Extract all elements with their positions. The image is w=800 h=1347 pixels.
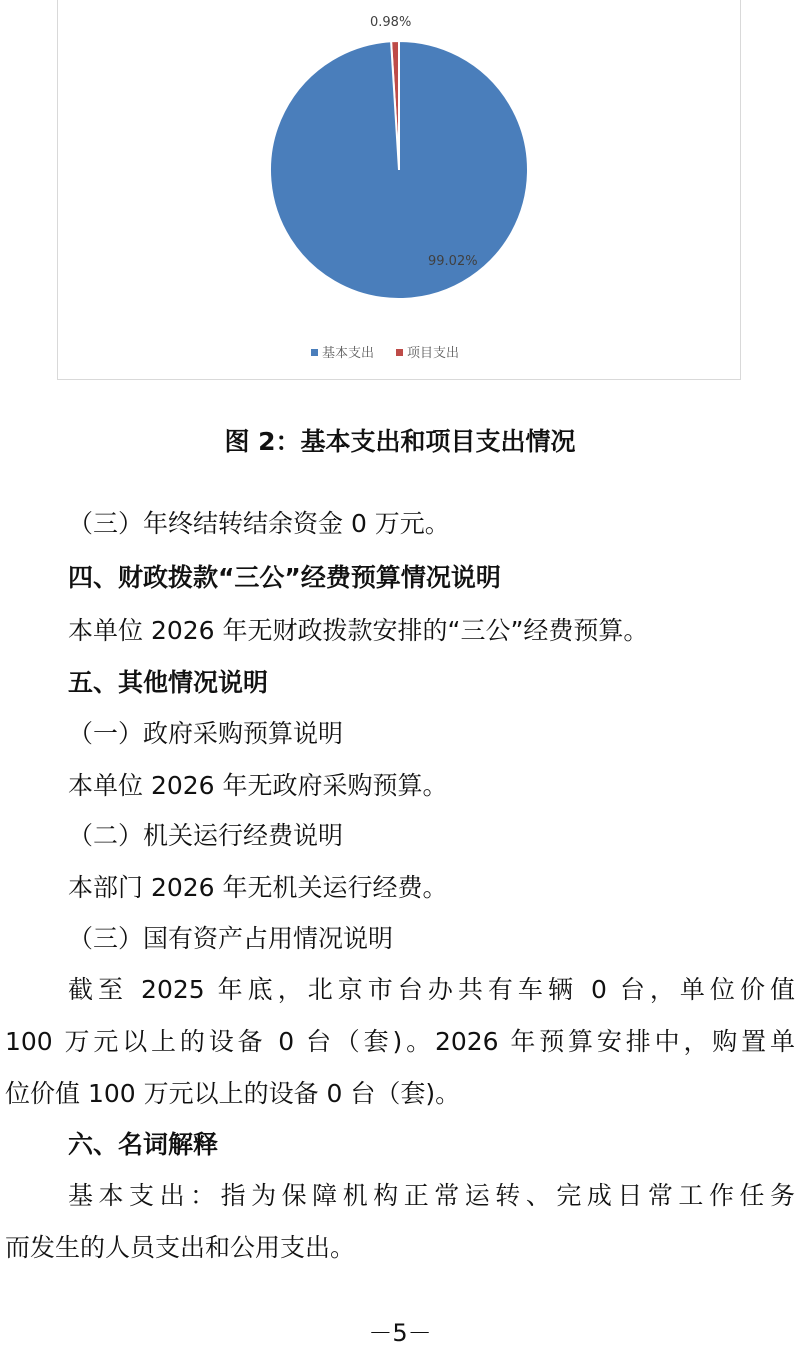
para-procurement: 本单位 2026 年无政府采购预算。 [68, 771, 448, 800]
heading-section-6: 六、名词解释 [68, 1130, 219, 1159]
page-number: －5－ [368, 1319, 432, 1347]
heading-section-5: 五、其他情况说明 [68, 668, 269, 697]
heading-section-4: 四、财政拨款“三公”经费预算情况说明 [68, 563, 501, 592]
legend-label-project: 项目支出 [407, 346, 460, 361]
para-operating-costs: 本部门 2026 年无机关运行经费。 [68, 873, 448, 902]
para-assets-line3: 位价值 100 万元以上的设备 0 台（套)。 [5, 1079, 461, 1108]
legend-swatch-project [396, 349, 403, 356]
para-three-public: 本单位 2026 年无财政拨款安排的“三公”经费预算。 [68, 616, 649, 645]
legend-label-basic: 基本支出 [322, 346, 375, 361]
para-carryover: （三）年终结转结余资金 0 万元。 [68, 509, 450, 538]
para-assets-line1: 截至 2025 年底，北京市台办共有车辆 0 台，单位价值 [68, 975, 795, 1004]
pie-chart [57, 0, 741, 380]
subheading-assets: （三）国有资产占用情况说明 [68, 924, 394, 953]
para-definition-line1: 基本支出：指为保障机构正常运转、完成日常工作任务 [68, 1181, 795, 1210]
slice-label-basic: 99.02% [428, 254, 478, 269]
legend-swatch-basic [311, 349, 318, 356]
pie-svg [58, 0, 742, 380]
para-assets-line2: 100 万元以上的设备 0 台（套)。2026 年预算安排中，购置单 [5, 1027, 795, 1056]
pie-slice-basic [270, 41, 528, 299]
figure-caption: 图 2：基本支出和项目支出情况 [224, 427, 576, 456]
para-definition-line2: 而发生的人员支出和公用支出。 [5, 1233, 356, 1262]
subheading-operating-costs: （二）机关运行经费说明 [68, 821, 344, 850]
slice-label-project: 0.98% [370, 15, 412, 30]
subheading-procurement: （一）政府采购预算说明 [68, 719, 344, 748]
